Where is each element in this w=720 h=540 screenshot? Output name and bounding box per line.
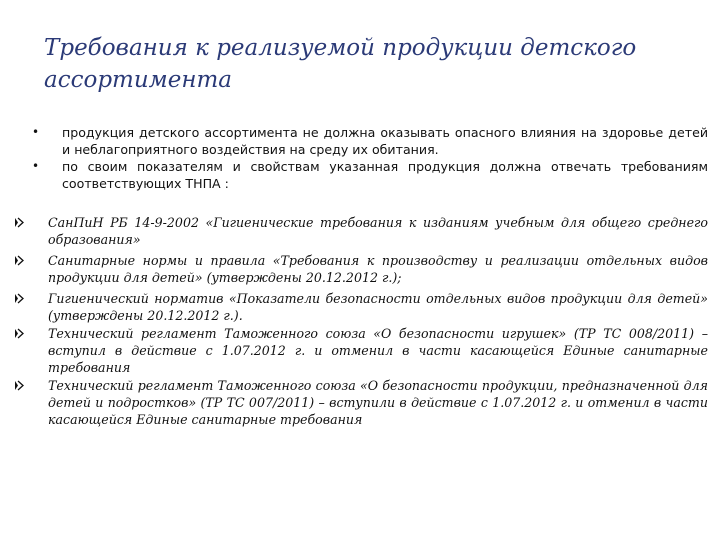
bullet-dot-icon: •: [32, 125, 40, 139]
list-item-text: продукция детского ассортимента не должна оказывать опасного влияния на здоровье детей и неблагоприятного воздействия на среду их обитания.: [62, 125, 708, 157]
check-arrow-icon: [12, 377, 26, 394]
requirements-list: [0, 124, 720, 192]
list-item-text: Санитарные нормы и правила «Требования к производству и реализации отдельных видов продукции для детей» (утверждены 20.12.2012 г.);: [48, 253, 708, 285]
list-item: [0, 290, 720, 324]
check-arrow-icon: [12, 214, 26, 231]
bullet-dot-icon: •: [32, 159, 40, 173]
list-item: [0, 325, 720, 376]
list-item: [0, 158, 720, 192]
check-arrow-icon: [12, 325, 26, 342]
list-item: [0, 214, 720, 248]
list-item-text: Технический регламент Таможенного союза «О безопасности игрушек» (ТР ТС 008/2011) – вступил в действие с 1.07.2012 г. и отменил в части касающейся Единые санитарные требования: [48, 326, 708, 375]
page-title: Требования к реализуемой продукции детского ассортимента: [44, 35, 637, 93]
list-item: [0, 124, 720, 158]
list-item-text: Технический регламент Таможенного союза «О безопасности продукции, предназначенной для детей и подростков» (ТР ТС 007/2011) – вступили в действие с 1.07.2012 г. и отменил в части касающейся Единые санитарные требования: [48, 378, 708, 427]
list-item: [0, 377, 720, 428]
list-item-text: СанПиН РБ 14-9-2002 «Гигиенические требования к изданиям учебным для общего среднего образования»: [48, 215, 708, 247]
check-arrow-icon: [12, 290, 26, 307]
regulations-list: [0, 214, 720, 432]
list-item: [0, 252, 720, 286]
list-item-text: по своим показателям и свойствам указанная продукция должна отвечать требованиям соответствующих ТНПА :: [62, 159, 708, 191]
list-item-text: Гигиенический норматив «Показатели безопасности отдельных видов продукции для детей» (утверждены 20.12.2012 г.).: [48, 291, 708, 323]
check-arrow-icon: [12, 252, 26, 269]
